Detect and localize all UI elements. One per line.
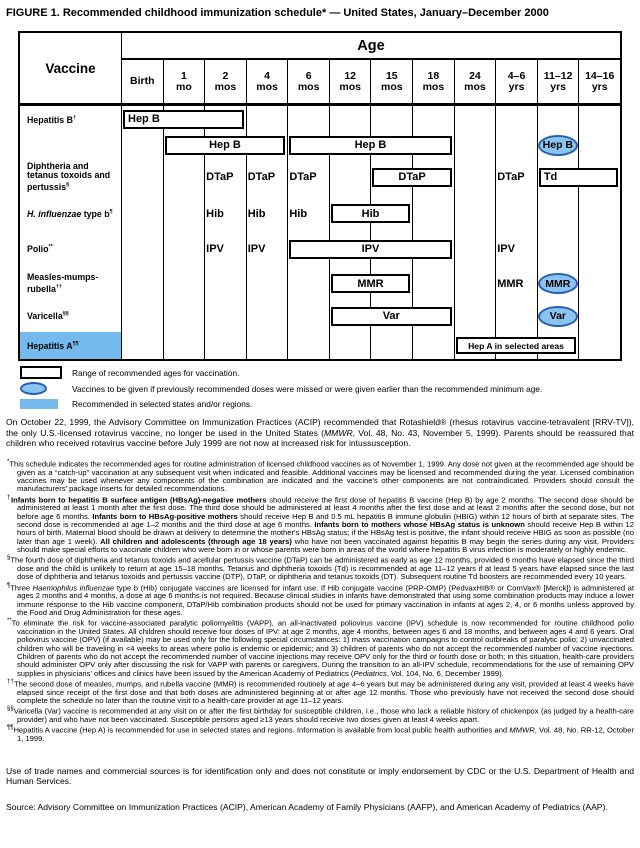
footnote xyxy=(7,582,634,618)
catchup-dose-oval: Var xyxy=(538,306,578,327)
age-cell xyxy=(163,231,205,267)
legend-text: Vaccines to be given if previously recommended doses were missed or were given earlier than the recommended minimum age. xyxy=(72,383,543,394)
age-cell xyxy=(412,332,454,359)
legend-text: Range of recommended ages for vaccination. xyxy=(72,367,240,378)
age-cell xyxy=(578,267,620,300)
age-cell xyxy=(163,196,205,231)
age-column-line2: mos xyxy=(464,80,486,93)
footnote-marker: ¶ xyxy=(109,208,113,215)
vaccine-row xyxy=(20,106,620,158)
range-box-icon xyxy=(20,366,62,379)
age-column-line1: 15 xyxy=(385,69,398,82)
text-segment: MMWR xyxy=(509,725,535,735)
age-cell xyxy=(495,300,537,332)
figure-title: FIGURE 1. Recommended childhood immunization schedule* — United States, January–December 2000 xyxy=(6,7,549,19)
vaccine-label-text xyxy=(27,208,119,220)
age-cell xyxy=(329,332,371,359)
footnote xyxy=(7,554,634,581)
age-cell xyxy=(163,158,205,196)
age-cell xyxy=(578,106,620,158)
vaccine-dose-label: MMR xyxy=(497,277,524,290)
text-segment: H. influenzae xyxy=(27,208,82,219)
age-cell xyxy=(454,106,496,158)
vaccine-row xyxy=(20,332,620,359)
legend-icon-cell xyxy=(18,382,72,395)
age-cell xyxy=(578,332,620,359)
footnotes xyxy=(7,458,634,744)
vaccine-label xyxy=(20,332,121,359)
age-cell xyxy=(204,332,246,359)
text-segment: Hepatitis B xyxy=(27,114,73,125)
legend-icon-cell xyxy=(18,366,72,379)
text-segment: type b (Hib) conjugate vaccines are licensed for infant use. If Hib conjugate vaccine (PRP-OMP) (PedvaxHIB® or ComVax® [Merck]) is administered at ages 2 months and 4 months, a dose at age 6 months is not required. Because clinical studies in infants have demonstrated that using some combination products may induce a lower immune response to the Hib vaccine component, DTaP/Hib combination products should not be used for primary vaccination in infants at ages 2, 4, or 6 months unless approved by the Food and Drug Administration for these ages. xyxy=(17,583,634,617)
vaccine-label xyxy=(20,231,121,267)
age-column-line1: 11–12 xyxy=(543,69,573,82)
age-column-1 xyxy=(163,60,205,103)
text-segment: Diphtheria and tetanus toxoids and pertussis xyxy=(27,160,111,192)
vaccine-label xyxy=(20,106,121,158)
text-segment: Measles-mumps-rubella xyxy=(27,271,99,294)
recommended-range-bar: DTaP xyxy=(372,168,451,187)
footnote-marker: §§ xyxy=(7,706,14,713)
text-segment: , Vol. 48, No. 43, November 5, 1999). Parents should be reassured that children who received rotavirus vaccine before July 1999 are not now at increased risk for intussusception. xyxy=(6,427,634,449)
age-column-line1: 4 xyxy=(264,69,270,82)
legend-icon-cell xyxy=(18,399,72,409)
recommended-range-bar: Td xyxy=(539,168,618,187)
age-cell xyxy=(578,300,620,332)
footnote-marker: ** xyxy=(7,618,12,625)
age-cell xyxy=(454,158,496,196)
age-column-line2: yrs xyxy=(550,80,566,93)
age-column-Birth xyxy=(121,60,163,103)
footnote-marker: § xyxy=(7,555,11,562)
age-cell xyxy=(329,158,371,196)
age-column-15 xyxy=(370,60,412,103)
age-column-6 xyxy=(287,60,329,103)
vaccine-label-text xyxy=(27,114,119,126)
age-column-line1: 6 xyxy=(305,69,312,82)
vaccine-label xyxy=(20,196,121,231)
vaccine-label-text xyxy=(27,340,119,352)
vaccine-dose-label: IPV xyxy=(247,243,266,255)
age-cell xyxy=(287,267,329,300)
legend-text: Recommended in selected states and/or regions. xyxy=(72,399,253,409)
footnote xyxy=(7,724,634,743)
footnote-marker: ¶¶ xyxy=(7,725,14,732)
age-cell xyxy=(246,267,288,300)
text-segment: Hepatitis A xyxy=(27,340,73,351)
age-column-line2: mos xyxy=(339,80,361,93)
age-cell xyxy=(121,196,163,231)
text-segment: Pediatrics xyxy=(353,668,387,678)
age-cell xyxy=(287,300,329,332)
footnote-marker: §§ xyxy=(62,311,69,318)
age-column-line1: 12 xyxy=(344,69,357,82)
footnote-marker: †† xyxy=(55,283,62,290)
trade-names-note: Use of trade names and commercial sources is for identification only and does not constitute or imply endorsement by CDC or the U.S. Department of Health and Human Services. xyxy=(6,765,634,787)
text-segment: Infants born to hepatitis B surface antigen (HBsAg)-negative mothers xyxy=(11,495,267,505)
vaccine-row xyxy=(20,231,620,267)
recommended-range-bar: MMR xyxy=(331,274,410,293)
age-cell xyxy=(495,106,537,158)
age-cell xyxy=(246,300,288,332)
age-cell xyxy=(204,267,246,300)
age-cell xyxy=(454,196,496,231)
text-segment: , Vol. 104, No. 6, December 1999). xyxy=(386,668,504,678)
age-cell xyxy=(412,267,454,300)
text-segment: On October 22, 1999, the Advisory Committee on Immunization Practices (ACIP) recommended that Rotashield® (rhesus rotavirus vaccine-tetravalent [RRV-TV]), the only U.S.-licensed rotavirus vaccine, no longer be used in the United States ( xyxy=(6,417,634,438)
age-column-line2: yrs xyxy=(591,80,608,93)
age-column-line1: 2 xyxy=(222,69,229,82)
age-cell xyxy=(454,300,496,332)
age-column-line2: mos xyxy=(256,80,278,93)
vaccine-label-text xyxy=(27,310,119,322)
age-column-18 xyxy=(412,60,454,103)
footnote-marker: * xyxy=(7,458,10,465)
text-segment: Varicella (Var) vaccine is recommended at any visit on or after the first birthday for susceptible children, i.e., those who lack a reliable history of chickenpox (as judged by a health-care provider) and who have not been vaccinated. Susceptible persons aged ≥13 years should receive two doses given at least 4 weeks apart. xyxy=(13,706,634,725)
age-cell xyxy=(121,158,163,196)
text-segment: To eliminate the risk for vaccine-associated paralytic poliomyelitis (VAPP), an all-inactivated poliovirus vaccine (IPV) schedule is now recommended for routine childhood polio vaccination in the United States. All children should receive four doses of IPV: at age 2 months, age 4 months, between ages 6 and 18 months, and between ages 4 and 6 years. Oral poliovirus vaccine (OPV) (if available) may be used only for the following special circumstances: 1) mass vaccination campaigns to control outbreaks of paralytic polio; 2) unvaccinated children who will be traveling in <4 weeks to areas where polio is endemic or epidemic; and 3) children of parents who do not accept the recommended number of vaccine injections. Children of parents who do not accept the recommended number of vaccine injections may receive OPV only for the third or fourth dose or both; in this situation, health-care providers should administer OPV only after discussing the risk for VAPP with parents or caregivers. During the transition to an all-IPV schedule, recommendations for the use of remaining OPV supplies in physicians' offices and clinics have been issued by the American Academy of Pediatrics ( xyxy=(11,618,634,678)
age-column-2 xyxy=(204,60,246,103)
age-column-line2: mos xyxy=(422,80,445,93)
footnote xyxy=(7,705,634,724)
vaccine-label xyxy=(20,267,121,300)
age-cell xyxy=(121,231,163,267)
catchup-oval-icon xyxy=(20,382,47,395)
legend-item xyxy=(18,366,640,379)
vaccine-row xyxy=(20,267,620,300)
text-segment: , Vol. 48, No. RR-12, October 1, 1999. xyxy=(17,725,635,744)
footnote xyxy=(7,617,634,678)
vaccine-label-text xyxy=(27,243,119,255)
age-column-4 xyxy=(246,60,288,103)
text-segment: The fourth dose of diphtheria and tetanus toxoids and acellular pertussis vaccine (DTaP) can be administered as early as age 12 months, provided 6 months have elapsed since the third dose and the child is unlikely to return at age 15–18 months. Tetanus and diphtheria toxoids (Td) is recommended at age 11–12 years if at least 5 years have elapsed since the last dose of diphtheria and tetanus toxoids and pertussis vaccine (DTP), DTaP, or diphtheria and tetanus toxoids (DT). Subsequent routine Td boosters are recommended every 10 years. xyxy=(10,555,634,582)
text-segment: type b xyxy=(81,208,110,219)
age-header: Age xyxy=(121,33,620,60)
vaccine-row xyxy=(20,196,620,231)
legend-item xyxy=(18,382,640,395)
vaccine-column-header: Vaccine xyxy=(45,60,96,76)
age-column-line2: mos xyxy=(297,80,320,93)
recommended-range-bar: Hep B xyxy=(123,110,244,129)
text-segment: Infants born to mothers whose HBsAg status is unknown xyxy=(314,519,525,529)
vaccine-row xyxy=(20,158,620,196)
vaccine-label-text xyxy=(27,273,119,294)
age-cell xyxy=(204,300,246,332)
age-column-24 xyxy=(454,60,496,103)
footnote xyxy=(7,458,634,494)
table-body xyxy=(20,106,620,359)
text-segment: Polio xyxy=(27,244,49,255)
text-segment: The second dose of measles, mumps, and rubella vaccine (MMR) is recommended routinely at age 4–6 years but may be administered during any visit, provided at least 4 weeks have elapsed since receipt of the first dose and that both doses are administered beginning at or after age 12 months. Those who previously have not received the second dose should complete the schedule no later than the routine visit to a health-care provider at age 11–12 years. xyxy=(14,679,634,705)
footnote-marker: † xyxy=(7,494,11,501)
age-cell xyxy=(121,267,163,300)
recommended-range-bar: Var xyxy=(331,307,452,326)
age-column-12 xyxy=(329,60,371,103)
source-note: Source: Advisory Committee on Immunization Practices (ACIP), American Academy of Family Physicians (AAFP), and American Academy of Pediatrics (AAP). xyxy=(6,801,608,812)
age-column-line1: 18 xyxy=(427,69,440,82)
footnote xyxy=(7,678,634,705)
vaccine-dose-label: Hib xyxy=(289,207,308,220)
footnote-marker: † xyxy=(72,115,76,121)
vaccine-dose-label: Hib xyxy=(247,207,266,220)
age-column-line1: 24 xyxy=(469,69,481,82)
text-segment: Three xyxy=(10,583,33,593)
vaccine-dose-label: DTaP xyxy=(289,171,317,183)
age-column-line1: 1 xyxy=(180,69,187,82)
immunization-schedule-table xyxy=(18,31,622,361)
footnote-marker: ¶ xyxy=(7,582,11,589)
vaccine-dose-label: DTaP xyxy=(247,171,276,183)
text-segment: Haemophilus influenzae xyxy=(32,583,115,593)
age-column-line2: yrs xyxy=(508,80,525,93)
catchup-dose-oval: MMR xyxy=(538,273,578,294)
age-cell xyxy=(454,267,496,300)
recommended-range-bar: Hib xyxy=(331,204,410,223)
age-cell xyxy=(121,332,163,359)
age-cell xyxy=(246,332,288,359)
age-column-line2: mos xyxy=(380,80,403,93)
age-cell xyxy=(578,231,620,267)
footnote xyxy=(7,494,634,555)
vaccine-dose-label: DTaP xyxy=(497,171,525,183)
text-segment: Infants born to HBsAg-positive mothers xyxy=(92,511,238,521)
recommended-range-bar: Hep B xyxy=(289,136,451,155)
vaccine-dose-label: DTaP xyxy=(206,171,234,183)
age-cell xyxy=(287,332,329,359)
recommended-range-bar: Hep A in selected areas xyxy=(456,337,577,354)
age-cell xyxy=(121,300,163,332)
age-column-line1: 4–6 xyxy=(507,69,526,82)
age-cell xyxy=(537,196,579,231)
legend-item xyxy=(18,398,640,410)
age-column-4-6 xyxy=(495,60,537,103)
age-column-line1: Birth xyxy=(130,75,155,87)
age-column-line2: mos xyxy=(214,80,237,93)
text-segment: who have not been vaccinated against hepatitis B may begin the series during any visit. Providers should make special efforts to vaccinate children who were born in or whose parents were born in areas of the world where hepatitis B virus infection is moderately or highly endemic. xyxy=(17,536,634,554)
text-segment: should receive Hep B within 12 hours of birth. Maternal blood should be drawn at delivery to determine the mother's HBsAg status; if the HBsAg test is positive, the infant should receive HBIG as soon as possible (no later than age 1 week). xyxy=(17,519,635,546)
text-segment: MMWR xyxy=(324,427,353,438)
text-segment: Varicella xyxy=(27,311,63,322)
vaccine-dose-label: IPV xyxy=(206,243,224,255)
age-cell xyxy=(495,196,537,231)
age-cell xyxy=(370,332,412,359)
text-segment: should receive the first dose of hepatitis B vaccine (Hep B) by age 2 months. The second dose should be administered at least 1 month after the first dose. The third dose should be administered at least 4 months after the first dose and at least 2 months after the second dose, but not before age 6 months. xyxy=(17,495,634,521)
vaccine-dose-label: Hib xyxy=(206,207,224,220)
footnote-marker: § xyxy=(66,181,70,188)
footnote-marker: ** xyxy=(48,244,53,251)
age-cell xyxy=(578,196,620,231)
age-cell xyxy=(412,196,454,231)
age-column-line1: 14–16 xyxy=(585,69,615,82)
age-cell xyxy=(163,267,205,300)
text-segment: All children and adolescents (through age 18 years) xyxy=(100,536,292,546)
rotashield-notice xyxy=(6,417,634,449)
vaccine-label xyxy=(20,300,121,332)
table-header xyxy=(20,33,620,106)
age-column-14-16 xyxy=(578,60,620,103)
vaccine-label xyxy=(20,158,121,196)
age-cell xyxy=(537,231,579,267)
footnote-marker: †† xyxy=(7,678,14,685)
age-column-line2: mo xyxy=(175,80,192,93)
recommended-range-bar: IPV xyxy=(289,240,451,259)
legend xyxy=(18,366,640,410)
recommended-range-bar: Hep B xyxy=(165,136,286,155)
vaccine-dose-label: IPV xyxy=(497,243,515,255)
age-cell xyxy=(163,300,205,332)
vaccine-row xyxy=(20,300,620,332)
age-column-11-12 xyxy=(537,60,579,103)
text-segment: should receive Hep B and 0.5 mL hepatitis B immune globulin (HBIG) within 12 hours of birth at separate sites. The second dose is recommended at age 1–2 months and the third dose at age 6 months. xyxy=(17,511,634,529)
footnote-marker: ¶¶ xyxy=(72,340,79,347)
age-cell xyxy=(163,332,205,359)
catchup-dose-oval: Hep B xyxy=(538,135,578,156)
vaccine-label-text xyxy=(27,162,119,193)
text-segment: Hepatitis A vaccine (Hep A) is recommended for use in selected states and regions. Information is available from local public health authorities and xyxy=(13,725,510,735)
selected-rect-icon xyxy=(20,399,58,409)
text-segment: This schedule indicates the recommended ages for routine administration of licensed childhood vaccines as of November 1, 1999. Any dose not given at the recommended age should be given as a “catch-up” vaccination at any subsequent visit when indicated and feasible. Additional vaccines may be licensed and recommended during the year. Licensed combination vaccines may be used whenever any components of the combination are indicated and the vaccine's other components are not contraindicated. Providers should consult the manufacturers' package inserts for detailed recommendations. xyxy=(9,459,634,494)
age-cell xyxy=(454,231,496,267)
